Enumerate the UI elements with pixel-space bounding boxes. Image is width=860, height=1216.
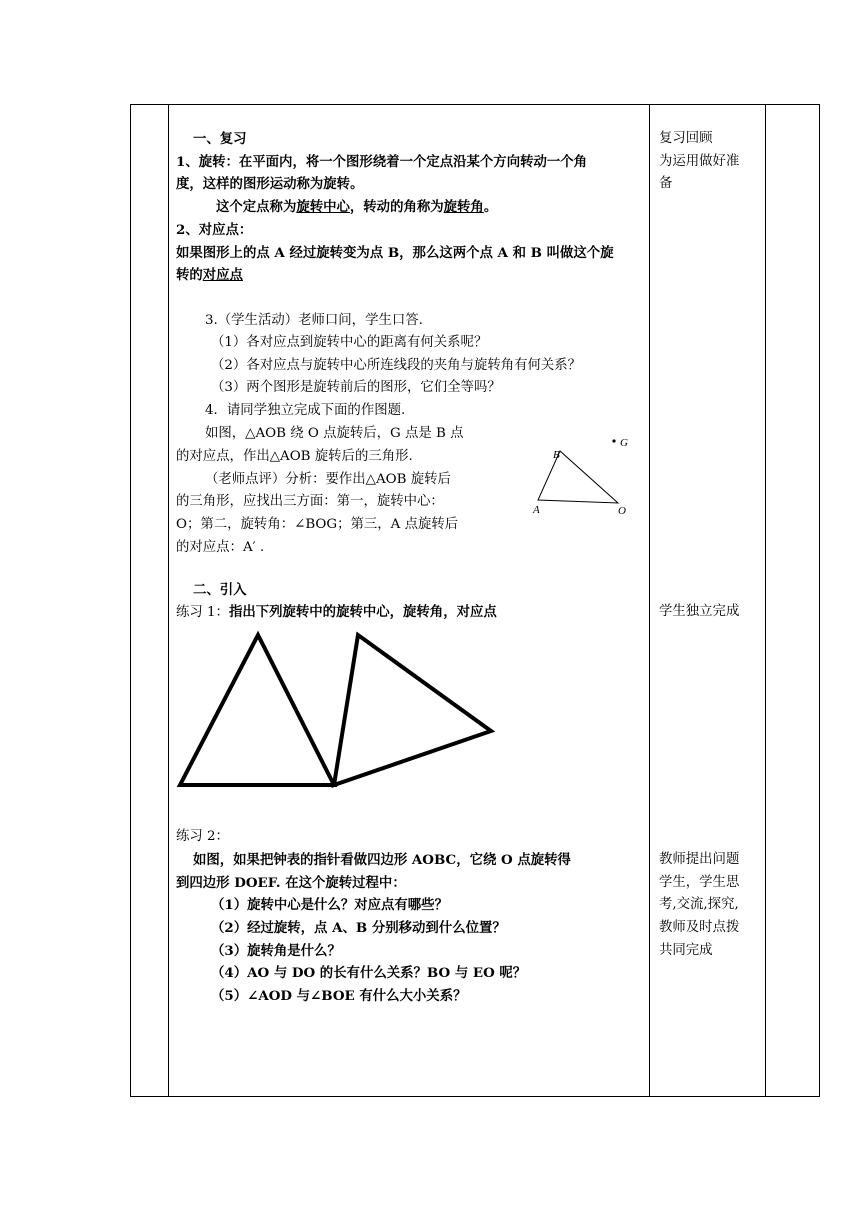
term-corresponding-point: 对应点 xyxy=(202,267,243,284)
problem-line: 的对应点：A′ . xyxy=(176,540,265,555)
main-content xyxy=(176,128,646,287)
rotation-def-line2: 度，这样的图形运动称为旋转。 xyxy=(176,176,364,193)
triangle-aob xyxy=(538,451,618,503)
label-a: A xyxy=(533,504,540,516)
rotation-triangles-figure xyxy=(170,625,510,795)
triangle-rotated xyxy=(334,635,491,785)
term-rotation-center: 旋转中心 xyxy=(296,199,350,216)
problem-line: 的对应点，作出△AOB 旋转后的三角形. xyxy=(176,449,413,464)
question-3: （3）两个图形是旋转前后的图形，它们全等吗？ xyxy=(211,380,501,395)
triangle-original xyxy=(180,635,334,785)
exercise-2-question: （5）∠AOD 与∠BOE 有什么大小关系？ xyxy=(211,988,467,1004)
question-1: （1）各对应点到旋转中心的距离有何关系呢？ xyxy=(211,335,488,350)
label-o: O xyxy=(618,505,626,517)
exercise-2-question: （2）经过旋转，点 A、B 分别移动到什么位置？ xyxy=(211,920,506,936)
problem-line: O；第二，旋转角：∠BOG；第三，A 点旋转后 xyxy=(176,517,459,532)
exercise-1: 练习 1：指出下列旋转中的旋转中心，旋转角，对应点 xyxy=(176,604,497,620)
note-independent: 学生独立完成 xyxy=(659,604,740,619)
question-2: （2）各对应点与旋转中心所连线段的夹角与旋转角有何关系？ xyxy=(211,358,582,373)
rotation-def-line1: 1、旋转：在平面内，将一个图形绕着一个定点沿某个方向转动一个角 xyxy=(176,153,588,170)
exercise-2-question: （4）AO 与 DO 的长有什么关系？BO 与 EO 呢？ xyxy=(211,965,527,981)
corresponding-def-line1: 如果图形上的点 A 经过旋转变为点 B，那么这两个点 A 和 B 叫做这个旋 xyxy=(176,244,614,261)
problem-line: 的三角形，应找出三方面：第一，旋转中心： xyxy=(176,494,444,509)
note-teacher-guidance: 教师提出问题 学生，学生思 考,交流,探究, 教师及时点拨 共同完成 xyxy=(659,852,740,958)
exercise-2-line1: 如图，如果把钟表的指针看做四边形 AOBC，它绕 O 点旋转得 xyxy=(193,852,571,868)
column-divider xyxy=(168,105,169,1096)
intro-heading: 二、引入 xyxy=(193,582,247,598)
corresponding-title: 2、对应点： xyxy=(176,221,253,238)
exercise-2-question: （1）旋转中心是什么？对应点有哪些？ xyxy=(211,897,448,913)
point-g xyxy=(612,439,615,442)
corresponding-def-line2: 转的对应点 xyxy=(176,267,243,284)
column-divider xyxy=(765,105,766,1096)
exercise-2-question: （3）旋转角是什么？ xyxy=(211,943,341,959)
triangle-aob-figure xyxy=(525,430,645,525)
problem-line: （老师点评）分析：要作出△AOB 旋转后 xyxy=(205,472,451,487)
label-b: B xyxy=(553,449,560,461)
drawing-task: 4．请同学独立完成下面的作图题. xyxy=(205,403,406,418)
exercise-2-line2: 到四边形 DOEF. 在这个旋转过程中： xyxy=(176,875,406,891)
note-review: 复习回顾 为运用做好准 备 xyxy=(659,131,740,192)
rotation-def-line3: 这个定点称为旋转中心，转动的角称为旋转角。 xyxy=(216,199,498,216)
term-rotation-angle: 旋转角 xyxy=(443,199,484,216)
column-divider xyxy=(649,105,650,1096)
label-g: G xyxy=(620,437,628,449)
problem-line: 如图，△AOB 绕 O 点旋转后，G 点是 B 点 xyxy=(205,426,464,441)
exercise-2-label: 练习 2： xyxy=(176,829,229,844)
student-activity: 3.（学生活动）老师口问，学生口答. xyxy=(205,313,423,328)
review-heading: 一、复习 xyxy=(193,131,247,147)
